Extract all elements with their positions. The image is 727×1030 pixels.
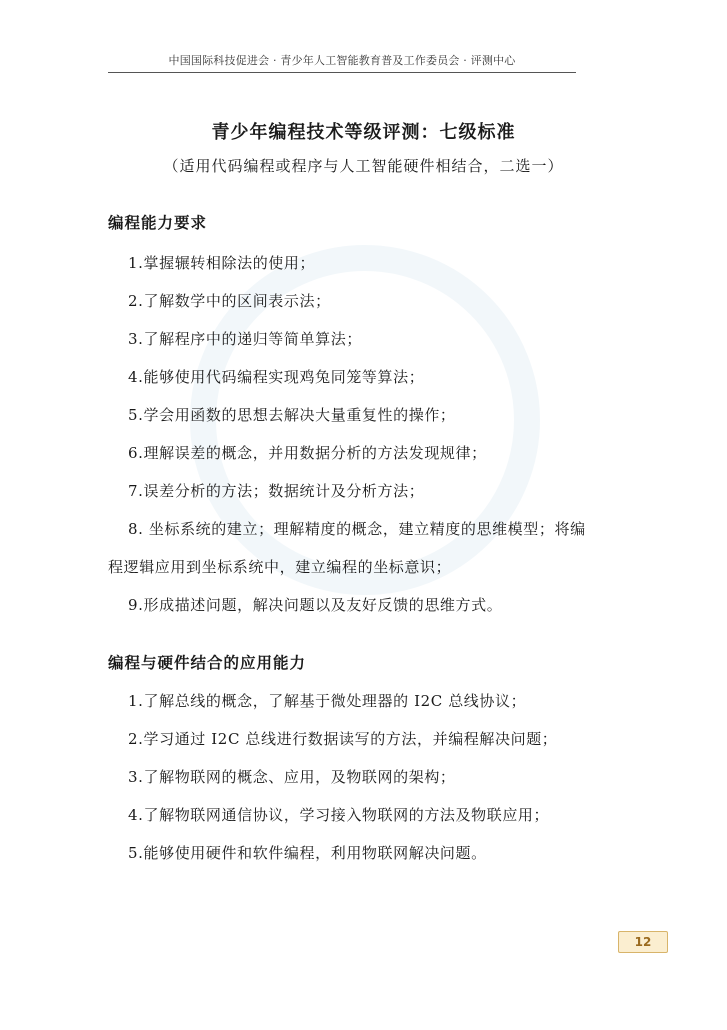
- list-item: 2.了解数学中的区间表示法；: [128, 292, 331, 310]
- list-item: 6.理解误差的概念，并用数据分析的方法发现规律；: [128, 444, 487, 462]
- section-heading-programming: 编程能力要求: [108, 213, 208, 232]
- list-item: 9.形成描述问题，解决问题以及友好反馈的思维方式。: [128, 596, 503, 614]
- document-subtitle: （适用代码编程或程序与人工智能硬件相结合，二选一）: [163, 157, 564, 175]
- list-item: 4.能够使用代码编程实现鸡兔同笼等算法；: [128, 368, 425, 386]
- list-item: 3.了解物联网的概念、应用，及物联网的架构；: [128, 768, 456, 786]
- list-item: 2.学习通过 I2C 总线进行数据读写的方法，并编程解决问题；: [128, 730, 558, 748]
- page-number-badge: 12: [618, 931, 668, 953]
- document-title: 青少年编程技术等级评测：七级标准: [211, 122, 516, 143]
- list-item-continuation: 程逻辑应用到坐标系统中，建立编程的坐标意识；: [108, 558, 452, 576]
- list-item: 1.了解总线的概念，了解基于微处理器的 I2C 总线协议；: [128, 692, 527, 710]
- header-divider: [108, 72, 576, 73]
- section-heading-hardware: 编程与硬件结合的应用能力: [108, 653, 307, 672]
- list-item: 4.了解物联网通信协议，学习接入物联网的方法及物联应用；: [128, 806, 550, 824]
- list-item: 8. 坐标系统的建立；理解精度的概念，建立精度的思维模型；将编: [128, 520, 586, 538]
- list-item: 3.了解程序中的递归等简单算法；: [128, 330, 362, 348]
- page-header: 中国国际科技促进会 · 青少年人工智能教育普及工作委员会 · 评测中心: [168, 54, 516, 67]
- list-item: 7.误差分析的方法；数据统计及分析方法；: [128, 482, 425, 500]
- list-item: 1.掌握辗转相除法的使用；: [128, 254, 316, 272]
- list-item: 5.学会用函数的思想去解决大量重复性的操作；: [128, 406, 456, 424]
- list-item: 5.能够使用硬件和软件编程，利用物联网解决问题。: [128, 844, 487, 862]
